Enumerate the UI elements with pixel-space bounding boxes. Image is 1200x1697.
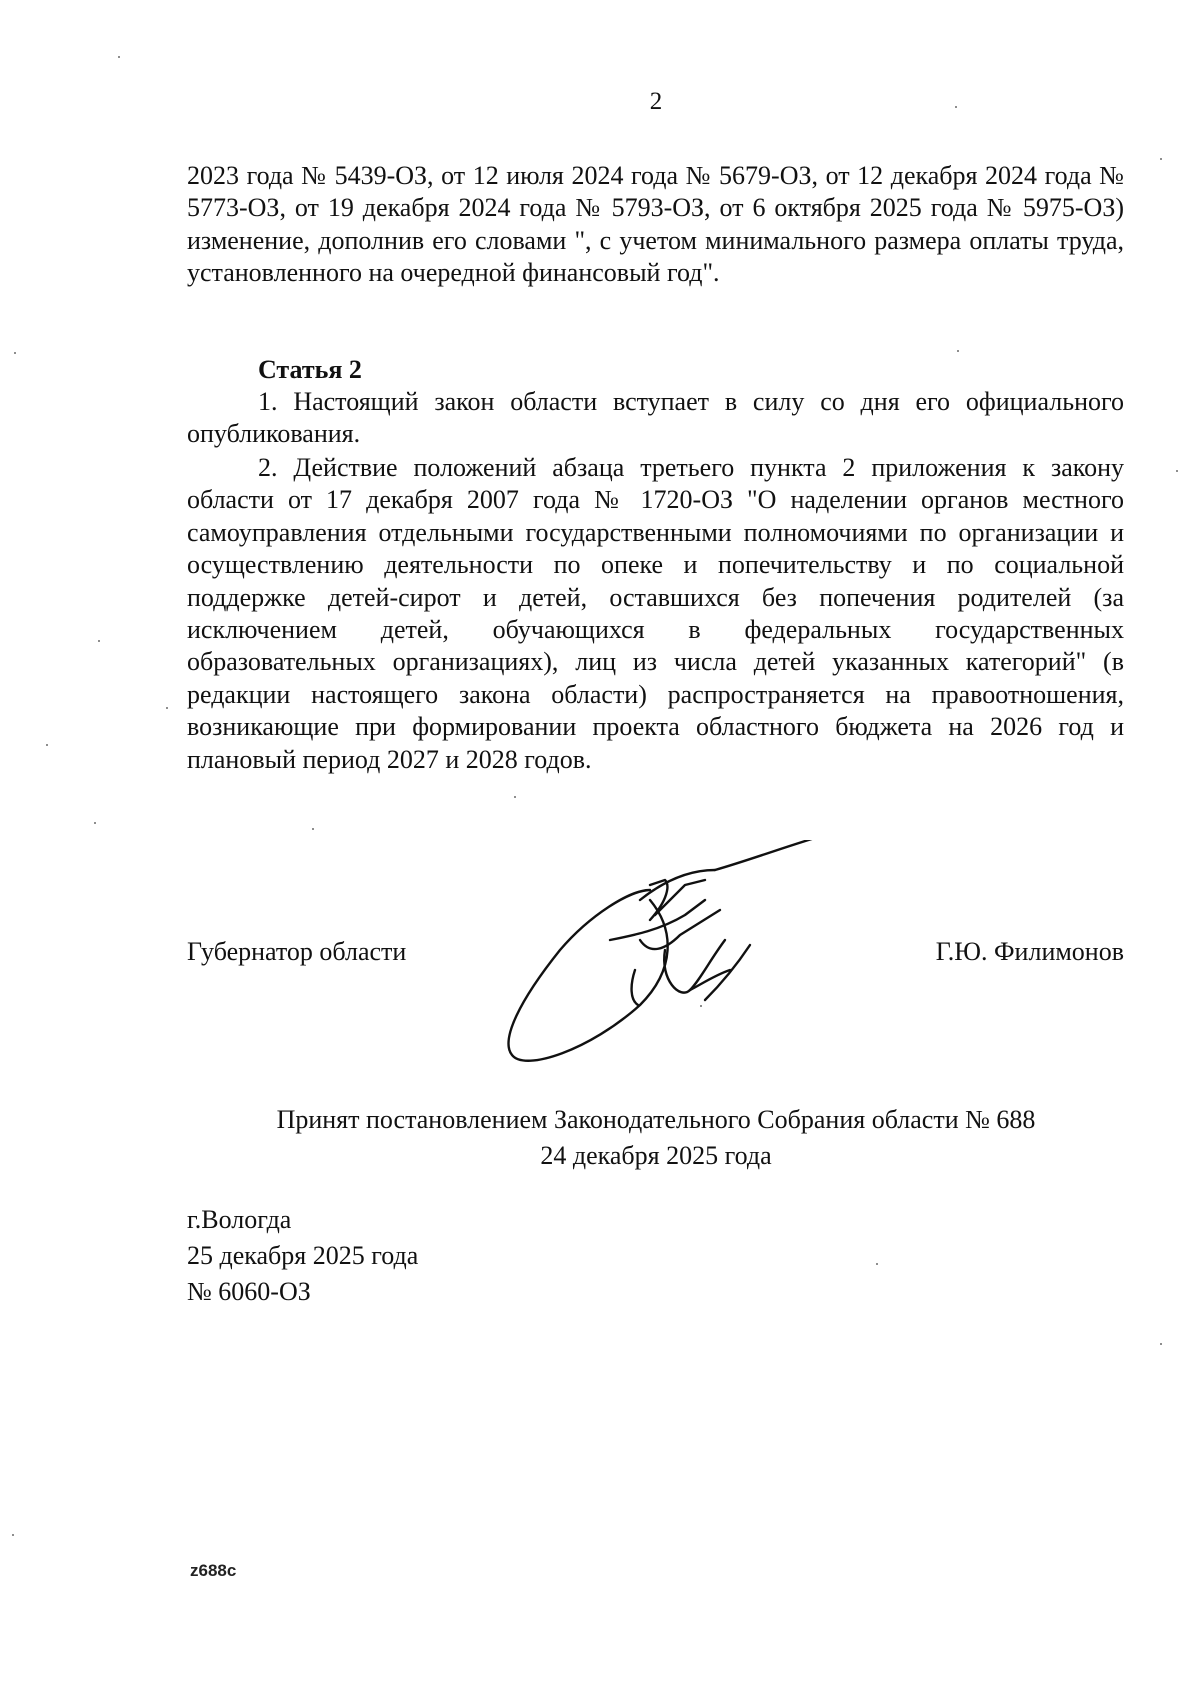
scan-speck (876, 1263, 878, 1265)
handwritten-signature (490, 840, 830, 1070)
scan-speck (166, 707, 168, 709)
scan-speck (1160, 1343, 1162, 1345)
adoption-line-1: Принят постановлением Законодательного Собрания области № 688 (276, 1105, 1036, 1134)
date: 25 декабря 2025 года (187, 1241, 419, 1270)
scan-speck (118, 56, 120, 58)
adoption-note (0, 1102, 1200, 1174)
scan-speck (955, 106, 957, 108)
place: г.Вологда (187, 1205, 292, 1234)
scan-speck (312, 828, 314, 830)
scan-speck (94, 822, 96, 824)
signer-position: Губернатор области (187, 937, 407, 966)
scan-speck (12, 1534, 14, 1536)
scan-speck (957, 350, 959, 352)
signer-name: Г.Ю. Филимонов (935, 937, 1124, 966)
clause-1: 1. Настоящий закон области вступает в силу со дня его официального опубликования. (187, 387, 1124, 449)
clause-2: 2. Действие положений абзаца третьего пункта 2 приложения к закону области от 17 декабря 2007 года № 1720-ОЗ "О наделении органов местного самоуправления отдельными государственными полномочиями по организации и осуществлению деятельности по опеке и попечительству и по социальной поддержке детей-сирот и детей, оставшихся без попечения родителей (за исключением детей, обучающихся в федеральных государственных образовательных организациях), лиц из числа детей указанных категорий" (в редакции настоящего закона области) распространяется на правоотношения, возникающие при формировании проекта областного бюджета на 2026 год и плановый период 2027 и 2028 годов. (187, 453, 1124, 774)
document-code: z688c (190, 1561, 237, 1580)
scan-speck (1160, 158, 1162, 160)
page-number: 2 (649, 88, 663, 115)
scan-speck (46, 744, 48, 746)
continuation-paragraph: 2023 года № 5439-ОЗ, от 12 июля 2024 года № 5679-ОЗ, от 12 декабря 2024 года № 5773-ОЗ, от 19 декабря 2024 года № 5793-ОЗ, от 6 октября 2025 года № 5975-ОЗ) изменение, дополнив его словами ", с учетом минимального размера оплаты труда, установленного на очередной финансовый год". (187, 161, 1124, 288)
scan-speck (700, 1005, 702, 1007)
scan-speck (514, 796, 516, 798)
adoption-line-2: 24 декабря 2025 года (540, 1141, 772, 1170)
law-number: № 6060-ОЗ (187, 1277, 311, 1306)
scan-speck (1176, 470, 1178, 472)
article-heading: Статья 2 (258, 355, 362, 384)
scan-speck (98, 640, 100, 642)
place-date-number-block (187, 1202, 418, 1310)
scan-speck (14, 352, 16, 354)
